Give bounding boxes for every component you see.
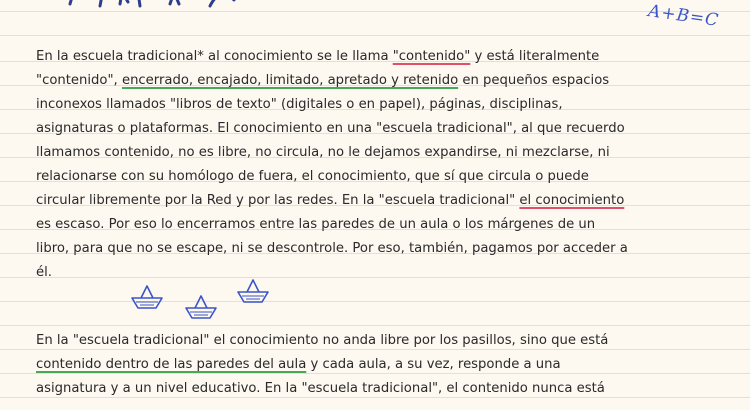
paper-boat-icon bbox=[186, 296, 216, 318]
text-segment: En la "escuela tradicional" el conocimiento no anda libre por los pasillos, sino que está bbox=[36, 333, 609, 348]
text-line bbox=[36, 69, 704, 93]
text-line bbox=[36, 165, 704, 189]
paragraph-2 bbox=[36, 329, 704, 401]
underlined-phrase: encerrado, encajado, limitado, apretado y retenido bbox=[121, 73, 459, 88]
text-line bbox=[36, 141, 704, 165]
text-line bbox=[36, 93, 704, 117]
paper-boat-icon bbox=[132, 286, 162, 308]
text-line bbox=[36, 45, 704, 69]
text-segment: y cada aula, a su vez, responde a una bbox=[306, 357, 561, 372]
paragraph-1 bbox=[36, 45, 704, 285]
text-segment: inconexos llamados "libros de texto" (digitales o en papel), páginas, disciplinas, bbox=[36, 97, 563, 112]
text-line bbox=[36, 329, 704, 353]
text-line bbox=[36, 261, 704, 285]
underlined-phrase: contenido dentro de las paredes del aula bbox=[36, 357, 307, 372]
handwriting-scrawl bbox=[60, 0, 380, 10]
text-segment: asignaturas o plataformas. El conocimiento en una "escuela tradicional", al que recuerdo bbox=[36, 121, 625, 136]
text-segment: en pequeños espacios bbox=[458, 73, 610, 88]
text-segment: asignatura y a un nivel educativo. En la "escuela tradicional", el contenido nunca está bbox=[36, 381, 605, 396]
text-segment: circular libremente por la Red y por las redes. En la "escuela tradicional" bbox=[36, 193, 520, 208]
text-segment: y está literalmente bbox=[470, 49, 600, 64]
text-segment: llamamos contenido, no es libre, no circula, no le dejamos expandirse, ni mezclarse, ni bbox=[36, 145, 610, 160]
text-segment: él. bbox=[36, 265, 52, 280]
text-segment: "contenido", bbox=[36, 73, 122, 88]
formula-doodle: A+B=C bbox=[646, 1, 721, 31]
text-line bbox=[36, 117, 704, 141]
text-segment: En la escuela tradicional* al conocimiento se le llama bbox=[36, 49, 393, 64]
text-line bbox=[36, 377, 704, 401]
text-line bbox=[36, 353, 704, 377]
text-line bbox=[36, 237, 704, 261]
underlined-phrase: el conocimiento bbox=[519, 193, 625, 208]
text-segment: libro, para que no se escape, ni se descontrole. Por eso, también, pagamos por acceder a bbox=[36, 241, 628, 256]
text-line bbox=[36, 189, 704, 213]
text-segment: relacionarse con su homólogo de fuera, el conocimiento, que sí que circula o puede bbox=[36, 169, 589, 184]
text-line bbox=[36, 213, 704, 237]
text-segment: es escaso. Por eso lo encerramos entre las paredes de un aula o los márgenes de un bbox=[36, 217, 596, 232]
underlined-phrase: "contenido" bbox=[392, 49, 471, 64]
